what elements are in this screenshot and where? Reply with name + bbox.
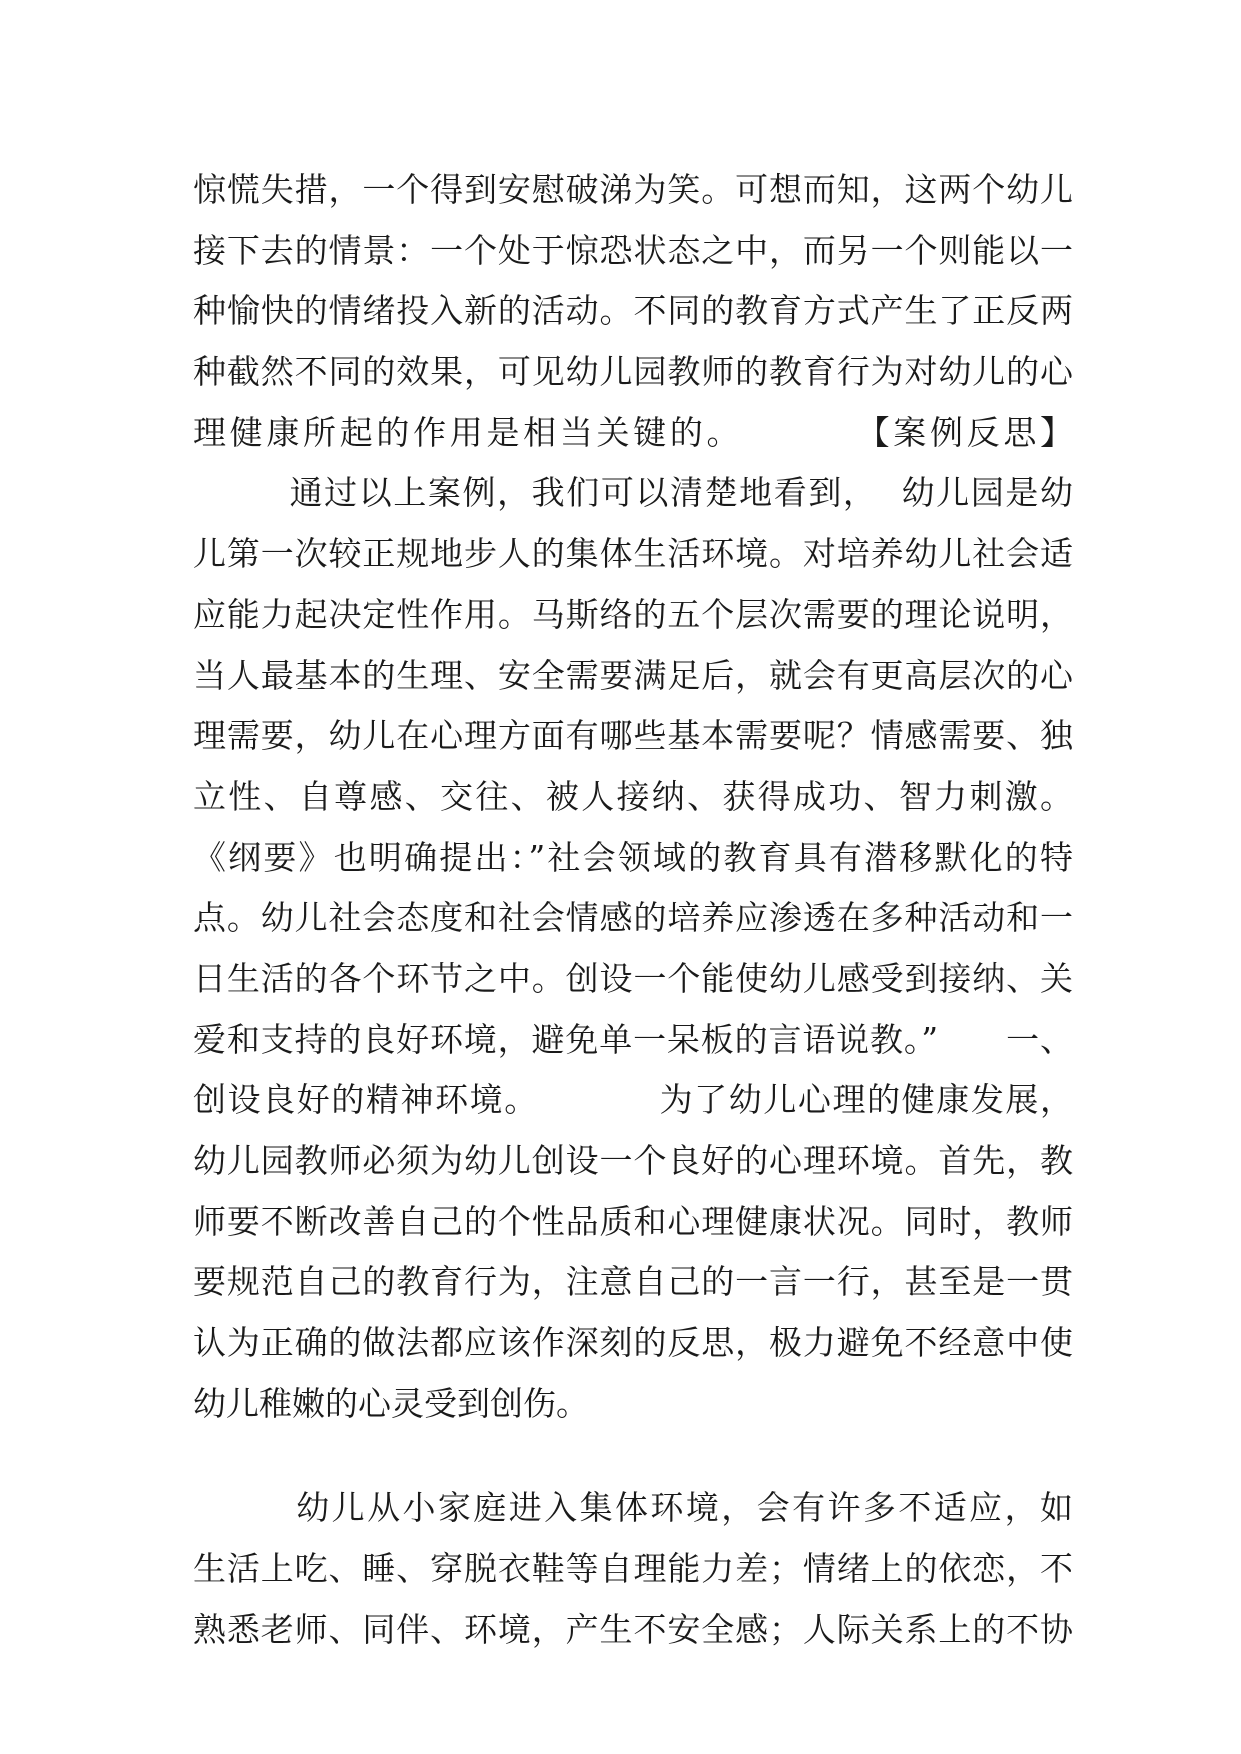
text-line: 幼儿稚嫩的心灵受到创伤。 — [193, 1383, 589, 1423]
text-line: 创设良好的精神环境。 为了幼儿心理的健康发展， — [193, 1080, 1073, 1120]
text-line: 点。幼儿社会态度和社会情感的培养应渗透在多种活动和一 — [193, 898, 1073, 938]
text-line: 幼儿园教师必须为幼儿创设一个良好的心理环境。首先，教 — [193, 1141, 1073, 1180]
paragraph-spacer — [193, 1434, 1073, 1478]
text-line: 应能力起决定性作用。马斯络的五个层次需要的理论说明， — [193, 594, 1073, 634]
text-line: 要规范自己的教育行为，注意自己的一言一行，甚至是一贯 — [193, 1262, 1073, 1302]
text-line: 立性、自尊感、交往、被人接纳、获得成功、智力刺激。 — [193, 776, 1073, 816]
text-line: 爱和支持的良好环境，避免单一呆板的言语说教。” 一、 — [193, 1019, 1073, 1059]
text-line: 生活上吃、睡、穿脱衣鞋等自理能力差；情绪上的依恋，不 — [193, 1549, 1073, 1589]
text-line: 幼儿从小家庭进入集体环境，会有许多不适应，如 — [193, 1488, 1073, 1528]
text-line: 种愉快的情绪投入新的活动。不同的教育方式产生了正反两 — [193, 291, 1073, 331]
text-line: 熟悉老师、同伴、环境，产生不安全感；人际关系上的不协 — [193, 1609, 1073, 1649]
text-line: 师要不断改善自己的个性品质和心理健康状况。同时，教师 — [193, 1201, 1073, 1241]
text-line: 儿第一次较正规地步人的集体生活环境。对培养幼儿社会适 — [193, 534, 1073, 574]
text-line: 日生活的各个环节之中。创设一个能使幼儿感受到接纳、关 — [193, 958, 1073, 998]
text-line: 理需要，幼儿在心理方面有哪些基本需要呢？情感需要、独 — [193, 716, 1073, 756]
text-line: 惊慌失措，一个得到安慰破涕为笑。可想而知，这两个幼儿 — [193, 170, 1073, 209]
text-line: 通过以上案例，我们可以清楚地看到， 幼儿园是幼 — [193, 473, 1073, 513]
text-line: 认为正确的做法都应该作深刻的反思，极力避免不经意中使 — [193, 1323, 1073, 1363]
text-line: 接下去的情景：一个处于惊恐状态之中，而另一个则能以一 — [193, 230, 1073, 270]
text-line: 《纲要》也明确提出：”社会领域的教育具有潜移默化的特 — [193, 837, 1073, 877]
text-line: 种截然不同的效果，可见幼儿园教师的教育行为对幼儿的心 — [193, 352, 1073, 392]
text-line: 理健康所起的作用是相当关键的。 【案例反思】 — [193, 412, 1073, 452]
text-line: 当人最基本的生理、安全需要满足后，就会有更高层次的心 — [193, 655, 1073, 695]
body-text — [193, 160, 1073, 1661]
